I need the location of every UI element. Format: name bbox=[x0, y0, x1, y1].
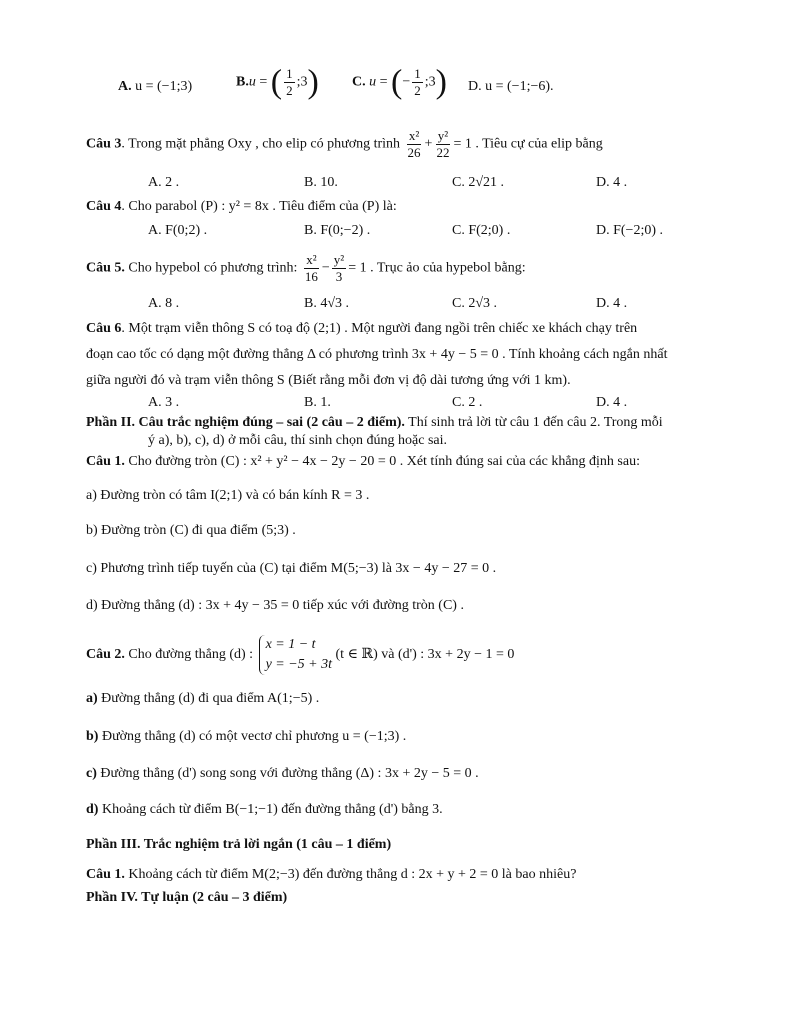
part4-heading: Phần IV. Tự luận (2 câu – 3 điểm) bbox=[86, 890, 288, 905]
part2-q1-b: b) Đường tròn (C) đi qua điểm (5;3) . bbox=[86, 523, 296, 538]
q4-option-c: C. F(2;0) . bbox=[452, 223, 511, 238]
q5-stem: Câu 5. Cho hypebol có phương trình: $\frac{\text{x²}}{16}$ − $\frac{\text{y²}}{3}$ = 1 . Trục ảo của hypebol bằng: bbox=[86, 252, 526, 284]
q4-option-b: B. F(0;−2) . bbox=[304, 223, 371, 238]
q5-option-d: D. 4 . bbox=[596, 296, 628, 311]
q6-option-c: C. 2 . bbox=[452, 395, 483, 410]
q3-option-a: A. 2 . bbox=[148, 175, 180, 190]
q4-stem: Câu 4. Cho parabol (P) : y² = 8x . Tiêu điểm của (P) là: bbox=[86, 199, 397, 214]
part3-heading: Phần III. Trắc nghiệm trả lời ngắn (1 câu – 1 điểm) bbox=[86, 837, 392, 852]
q5-option-a: A. 8 . bbox=[148, 296, 180, 311]
q6-option-b: B. 1. bbox=[304, 395, 331, 410]
q4-option-a: A. F(0;2) . bbox=[148, 223, 208, 238]
q3-option-d: D. 4 . bbox=[596, 175, 628, 190]
part2-q2-a: a) Đường thẳng (d) đi qua điểm A(1;−5) . bbox=[86, 691, 320, 706]
parametric-system: x = 1 − t y = −5 + 3t bbox=[259, 635, 332, 675]
part2-q2-c: c) Đường thẳng (d') song song với đường thẳng (Δ) : 3x + 2y − 5 = 0 . bbox=[86, 766, 479, 781]
part2-q2-stem: Câu 2. Cho đường thẳng (d) : x = 1 − t y = −5 + 3t (t ∈ ℝ) và (d') : 3x + 2y − 1 = 0 bbox=[86, 633, 514, 677]
q6-option-d: D. 4 . bbox=[596, 395, 628, 410]
q2-option-a: A. u = (−1;3) bbox=[118, 79, 193, 94]
part2-heading: Phần II. Câu trắc nghiệm đúng – sai (2 câu – 2 điểm). Thí sinh trả lời từ câu 1 đến câu 2. Trong mỗi bbox=[86, 415, 663, 430]
part2-q1-stem: Câu 1. Cho đường tròn (C) : x² + y² − 4x − 2y − 20 = 0 . Xét tính đúng sai của các khẳng định sau: bbox=[86, 454, 640, 469]
q6-option-a: A. 3 . bbox=[148, 395, 180, 410]
q6-stem-line1: Câu 6. Một trạm viễn thông S có toạ độ (2;1) . Một người đang ngồi trên chiếc xe khách chạy trên bbox=[86, 321, 638, 336]
q5-option-b: B. 4√3 . bbox=[304, 296, 350, 311]
q6-stem-line3: giữa người đó và trạm viễn thông S (Biết rằng mỗi đơn vị độ dài tương ứng với 1 km). bbox=[86, 373, 571, 388]
part2-q1-d: d) Đường thẳng (d) : 3x + 4y − 35 = 0 tiếp xúc với đường tròn (C) . bbox=[86, 598, 464, 613]
part2-q1-c: c) Phương trình tiếp tuyến của (C) tại điểm M(5;−3) là 3x − 4y − 27 = 0 . bbox=[86, 561, 497, 576]
q2-option-d: D. u = (−1;−6). bbox=[468, 79, 554, 94]
q6-stem-line2: đoạn cao tốc có dạng một đường thẳng Δ có phương trình 3x + 4y − 5 = 0 . Tính khoảng cách ngắn nhất bbox=[86, 347, 668, 362]
part3-q1-stem: Câu 1. Khoảng cách từ điểm M(2;−3) đến đường thẳng d : 2x + y + 2 = 0 là bao nhiêu? bbox=[86, 867, 577, 882]
q3-option-c: C. 2√21 . bbox=[452, 175, 505, 190]
q2-option-c: C. u = (− $\frac{1}{2}$ ;3) bbox=[352, 63, 447, 101]
q2-option-b: B.u = ( $\frac{1}{2}$ ;3) bbox=[236, 63, 319, 101]
part2-intro: ý a), b), c), d) ở mỗi câu, thí sinh chọn đúng hoặc sai. bbox=[148, 433, 447, 448]
q4-option-d: D. F(−2;0) . bbox=[596, 223, 664, 238]
q5-option-c: C. 2√3 . bbox=[452, 296, 498, 311]
part2-q2-b: b) Đường thẳng (d) có một vectơ chỉ phương u = (−1;3) . bbox=[86, 729, 407, 744]
part2-q2-d: d) Khoảng cách từ điểm B(−1;−1) đến đường thẳng (d') bằng 3. bbox=[86, 802, 443, 817]
part2-q1-a: a) Đường tròn có tâm I(2;1) và có bán kính R = 3 . bbox=[86, 488, 370, 503]
q3-option-b: B. 10. bbox=[304, 175, 338, 190]
q3-stem: Câu 3. Trong mặt phẳng Oxy , cho elip có phương trình $\frac{\text{x²}}{26}$ + $\frac{\text{y²}}{22}$ = 1 . Tiêu cự của elip bằng bbox=[86, 128, 603, 160]
